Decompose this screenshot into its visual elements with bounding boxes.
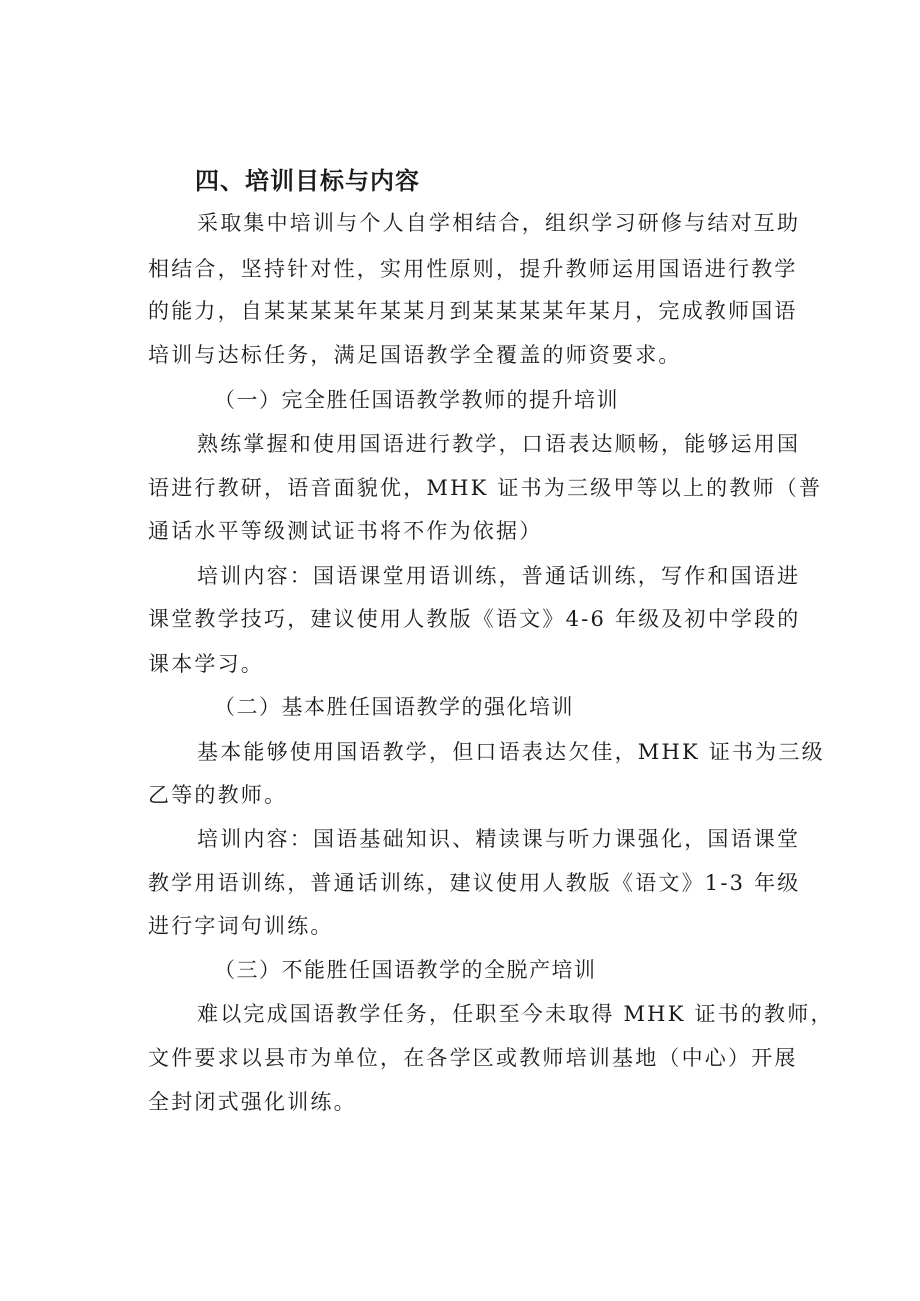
paragraph-line: 课本学习。 (148, 652, 264, 676)
paragraph-line: 全封闭式强化训练。 (148, 1090, 357, 1114)
paragraph-line: 通话水平等级测试证书将不作为依据） (148, 519, 543, 543)
paragraph-line: 培训内容：国语基础知识、精读课与听力课强化，国语课堂 (197, 827, 801, 851)
paragraph-line: 难以完成国语教学任务，任职至今未取得 MHK 证书的教师， (197, 1002, 834, 1026)
paragraph-line: 培训内容：国语课堂用语训练，普通话训练，写作和国语进 (197, 564, 801, 588)
subsection-heading: （二）基本胜任国语教学的强化培训 (214, 695, 574, 719)
paragraph-line: 乙等的教师。 (148, 783, 288, 807)
paragraph-line: 熟练掌握和使用国语进行教学，口语表达顺畅，能够运用国 (197, 432, 801, 456)
paragraph-line: 文件要求以县市为单位，在各学区或教师培训基地（中心）开展 (148, 1046, 798, 1070)
subsection-heading: （一）完全胜任国语教学教师的提升培训 (214, 388, 619, 412)
subsection-heading: （三）不能胜任国语教学的全脱产培训 (214, 958, 597, 982)
paragraph-line: 培训与达标任务，满足国语教学全覆盖的师资要求。 (148, 343, 682, 367)
paragraph-line: 相结合，坚持针对性，实用性原则，提升教师运用国语进行教学 (148, 257, 798, 281)
paragraph-line: 进行字词句训练。 (148, 914, 334, 938)
section-heading: 四、培训目标与内容 (195, 167, 420, 195)
paragraph-line: 语进行教研，语音面貌优，MHK 证书为三级甲等以上的教师（普 (148, 476, 823, 500)
paragraph-line: 教学用语训练，普通话训练，建议使用人教版《语文》1-3 年级 (148, 871, 801, 895)
paragraph-line: 基本能够使用国语教学，但口语表达欠佳，MHK 证书为三级 (197, 740, 825, 764)
paragraph-line: 课堂教学技巧，建议使用人教版《语文》4-6 年级及初中学段的 (148, 607, 801, 631)
paragraph-line: 的能力，自某某某某年某某月到某某某某年某月，完成教师国语 (148, 299, 798, 323)
paragraph-line: 采取集中培训与个人自学相结合，组织学习研修与结对互助 (197, 211, 801, 235)
